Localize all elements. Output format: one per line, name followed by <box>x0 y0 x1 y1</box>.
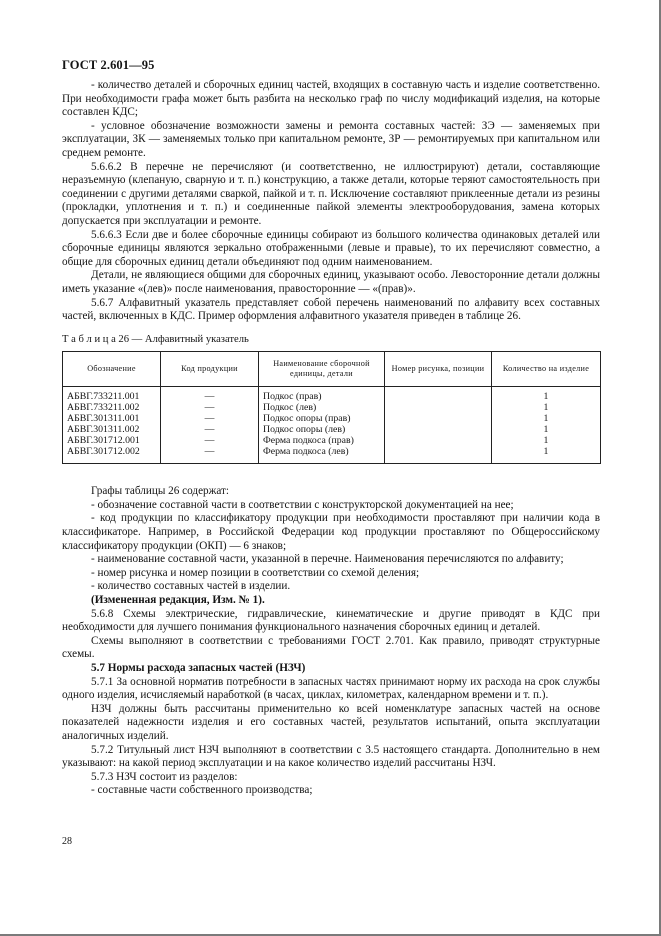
paragraph: 5.7.2 Титульный лист НЗЧ выполняют в соответствии с 3.5 настоящего стандарта. Дополнительно в нем указывают: на какой период эксплуатации и на какое количество изделий рассчитаны НЗЧ. <box>62 743 600 770</box>
table-header-cell: Наименование сборочной единицы, детали <box>259 352 385 387</box>
paragraph: 5.6.6.2 В перечне не перечисляют (и соответственно, не иллюстрируют) детали, составляющие неразъемную (клепаную, сварную и т. п.) конструкцию, а также детали, которые теряют самостоятельность при соединении с другими деталями сваркой, пайкой и т. п. Исключение составляют приклеенные детали из резины (прокладки, уплотнения и т. п.) и соединенные пайкой элементы электрооборудования, замена которых допускается при эксплуатации и ремонте. <box>62 160 600 227</box>
paragraph: Детали, не являющиеся общими для сборочных единиц, указывают особо. Левосторонние детали должны иметь указание «(лев)» после наименования, правосторонние — «(прав)». <box>62 269 600 295</box>
paragraph: Графы таблицы 26 содержат: <box>91 485 230 498</box>
table-cell: Ферма подкоса (лев) <box>259 446 385 464</box>
table-header-cell: Код продукции <box>161 352 259 387</box>
table-cell: — <box>161 413 259 424</box>
paragraph: Схемы выполняют в соответствии с требованиями ГОСТ 2.701. Как правило, приводят структурные схемы. <box>62 634 600 661</box>
table-cell: Подкос (прав) <box>259 387 385 403</box>
table-header-cell: Номер рисунка, позиции <box>385 352 492 387</box>
table-caption: Т а б л и ц а 26 — Алфавитный указатель <box>62 333 249 345</box>
alphabetical-index-table <box>62 351 601 464</box>
table-cell: Ферма подкоса (прав) <box>259 435 385 446</box>
table-cell: — <box>161 387 259 403</box>
table-cell: 1 <box>492 435 601 446</box>
paragraph: 5.6.8 Схемы электрические, гидравлические, кинематические и другие приводят в КДС при необходимости для лучшего понимания функционального назначения сборочных единиц и деталей. <box>62 607 600 634</box>
table-row <box>63 424 601 435</box>
table-cell: Подкос опоры (лев) <box>259 424 385 435</box>
table-cell: — <box>161 424 259 435</box>
table-cell <box>385 413 492 424</box>
document-body <box>62 79 600 798</box>
table-header-cell: Количество на изделие <box>492 352 601 387</box>
table-cell: — <box>161 446 259 464</box>
table-row <box>63 402 601 413</box>
table-cell <box>385 402 492 413</box>
table-cell: 1 <box>492 446 601 464</box>
table-cell <box>385 446 492 464</box>
table-cell: АБВГ.301311.002 <box>63 424 161 435</box>
paragraph: НЗЧ должны быть рассчитаны применительно ко всей номенклатуре запасных частей на основе показателей надежности изделия и его составных частей, результатов испытаний, опыта эксплуатации аналогичных изделий. <box>62 702 600 742</box>
paragraph: 5.6.6.3 Если две и более сборочные единицы собирают из большого количества одинаковых деталей или сборочные единицы являются зеркально отображенными (левые и правые), то их перечисляют совместно, а общие для сборочных единиц детали объединяют под одним наименованием. <box>62 228 600 268</box>
table-cell: АБВГ.733211.002 <box>63 402 161 413</box>
paragraph: - обозначение составной части в соответствии с конструкторской документацией на нее; <box>91 498 514 511</box>
table-header-cell: Обозначение <box>63 352 161 387</box>
paragraph: 5.6.7 Алфавитный указатель представляет собой перечень наименований по алфавиту всех составных частей, включенных в КДС. Пример оформления алфавитного указателя приведен в таблице 26. <box>62 296 600 323</box>
table-cell: 1 <box>492 402 601 413</box>
paragraph: - наименование составной части, указанной в перечне. Наименования перечисляются по алфавиту; <box>91 553 564 566</box>
table-cell: АБВГ.301712.001 <box>63 435 161 446</box>
paragraph: 5.7.3 НЗЧ состоит из разделов: <box>91 770 238 783</box>
amendment-note: (Измененная редакция, Изм. № 1). <box>91 594 265 607</box>
table-row <box>63 387 601 403</box>
table-cell <box>385 435 492 446</box>
page-number: 28 <box>62 836 72 847</box>
paragraph: 5.7.1 За основной норматив потребности в запасных частях принимают норму их расхода на срок службы одного изделия, исчисляемый наработкой (в часах, циклах, километрах, календарном времени и т. п.). <box>62 675 600 702</box>
table-cell: АБВГ.301712.002 <box>63 446 161 464</box>
table-row <box>63 446 601 464</box>
table-cell: — <box>161 402 259 413</box>
section-heading: 5.7 Нормы расхода запасных частей (НЗЧ) <box>91 662 306 674</box>
table-row <box>63 435 601 446</box>
table-cell: АБВГ.733211.001 <box>63 387 161 403</box>
document-header: ГОСТ 2.601—95 <box>62 58 155 72</box>
table-cell <box>385 387 492 403</box>
paragraph: - код продукции по классификатору продукции при необходимости проставляют при наличии кода в классификаторе. Например, в Российской Федерации код продукции проставляют по Общероссийскому классификатору продукции (ОКП) — 6 знаков; <box>62 512 600 552</box>
table-cell: 1 <box>492 424 601 435</box>
paragraph: - количество составных частей в изделии. <box>91 580 291 593</box>
paragraph: - условное обозначение возможности замены и ремонта составных частей: ЗЭ — заменяемых при эксплуатации, ЗК — заменяемых только при капитальном ремонте, ЗР — ремонтируемых при капитальном или среднем ремонте. <box>62 119 600 159</box>
table-cell: АБВГ.301311.001 <box>63 413 161 424</box>
table-cell: 1 <box>492 413 601 424</box>
table-cell: Подкос опоры (прав) <box>259 413 385 424</box>
paragraph: - составные части собственного производства; <box>91 784 313 797</box>
table-cell: 1 <box>492 387 601 403</box>
table-header-row <box>63 352 601 387</box>
table-cell: Подкос (лев) <box>259 402 385 413</box>
table-cell: — <box>161 435 259 446</box>
table-cell <box>385 424 492 435</box>
paragraph: - номер рисунка и номер позиции в соответствии со схемой деления; <box>91 566 420 579</box>
paragraph: - количество деталей и сборочных единиц частей, входящих в составную часть и изделие соответственно. При необходимости графа может быть разбита на несколько граф по числу модификаций изделия, на которые составлен КДС; <box>62 79 600 119</box>
table-row <box>63 413 601 424</box>
